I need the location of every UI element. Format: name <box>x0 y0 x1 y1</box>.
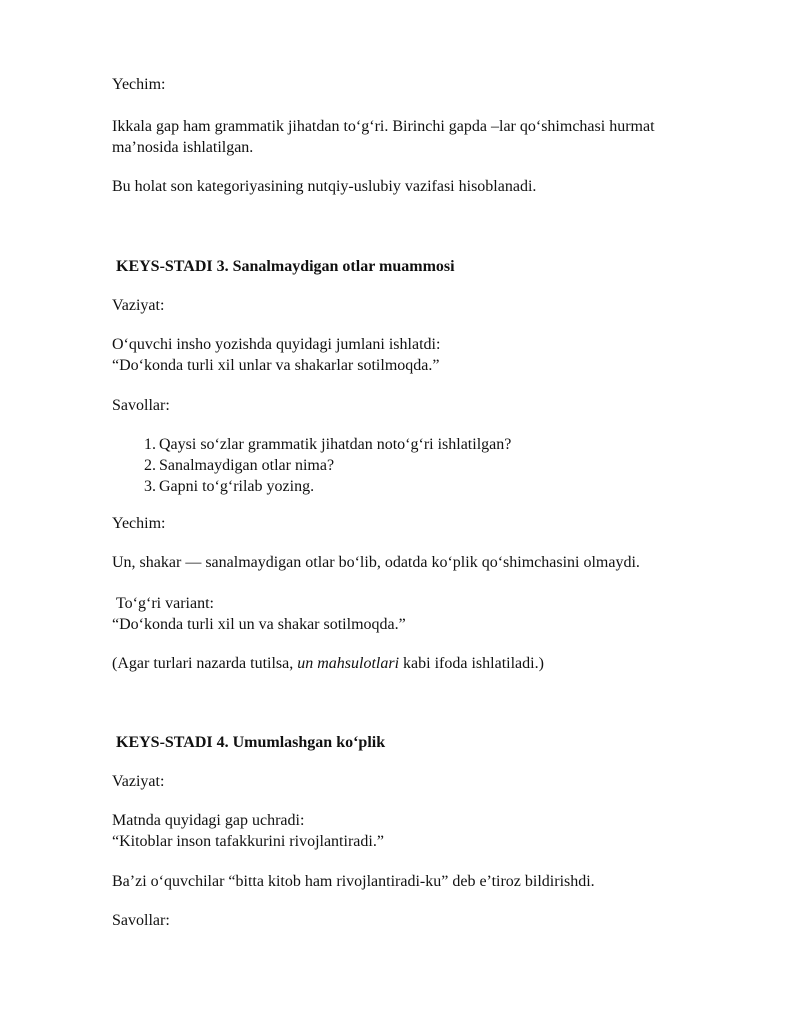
case4-heading: KEYS-STADI 4. Umumlashgan ko‘plik <box>116 734 386 751</box>
case3-correct-text: “Do‘konda turli xil un va shakar sotilmoqda.” <box>112 616 406 633</box>
list-item <box>136 434 736 455</box>
list-item-number: 2. <box>144 457 156 474</box>
case3-situation-line1: O‘quvchi insho yozishda quyidagi jumlani ishlatdi: <box>112 336 441 353</box>
list-item-number: 3. <box>144 478 156 495</box>
case3-note <box>112 653 752 674</box>
list-item <box>136 476 736 497</box>
case3-note-italic: un mahsulotlari <box>297 655 400 672</box>
case2-solution-line2: ma’nosida ishlatilgan. <box>112 139 254 156</box>
list-item-text: Sanalmaydigan otlar nima? <box>159 457 335 474</box>
case3-situation-line2: “Do‘konda turli xil unlar va shakarlar sotilmoqda.” <box>112 357 440 374</box>
list-item <box>136 455 736 476</box>
case3-note-prefix: (Agar turlari nazarda tutilsa, <box>112 655 298 672</box>
case2-solution-line1: Ikkala gap ham grammatik jihatdan to‘g‘ri. Birinchi gapda –lar qo‘shimchasi hurmat <box>112 118 655 135</box>
case2-conclusion: Bu holat son kategoriyasining nutqiy-uslubiy vazifasi hisoblanadi. <box>112 178 537 195</box>
case3-situation-label: Vaziyat: <box>112 297 165 314</box>
case4-situation-line2: “Kitoblar inson tafakkurini rivojlantiradi.” <box>112 833 384 850</box>
case3-correct-label: To‘g‘ri variant: <box>116 595 214 612</box>
case3-questions-list <box>136 434 736 497</box>
case2-solution-label: Yechim: <box>112 76 166 93</box>
case3-note-suffix: kabi ifoda ishlatiladi.) <box>399 655 544 672</box>
case4-situation-label: Vaziyat: <box>112 773 165 790</box>
list-item-text: Gapni to‘g‘rilab yozing. <box>159 478 315 495</box>
list-item-text: Qaysi so‘zlar grammatik jihatdan noto‘g‘ri ishlatilgan? <box>159 436 512 453</box>
list-item-number: 1. <box>144 436 156 453</box>
case3-solution-text: Un, shakar — sanalmaydigan otlar bo‘lib, odatda ko‘plik qo‘shimchasini olmaydi. <box>112 554 640 571</box>
case4-objection: Ba’zi o‘quvchilar “bitta kitob ham rivojlantiradi-ku” deb e’tiroz bildirishdi. <box>112 873 595 890</box>
case3-heading: KEYS-STADI 3. Sanalmaydigan otlar muammosi <box>116 258 455 275</box>
case3-solution-label: Yechim: <box>112 515 166 532</box>
case4-questions-label: Savollar: <box>112 912 170 929</box>
case4-situation-line1: Matnda quyidagi gap uchradi: <box>112 812 305 829</box>
case3-questions-label: Savollar: <box>112 397 170 414</box>
